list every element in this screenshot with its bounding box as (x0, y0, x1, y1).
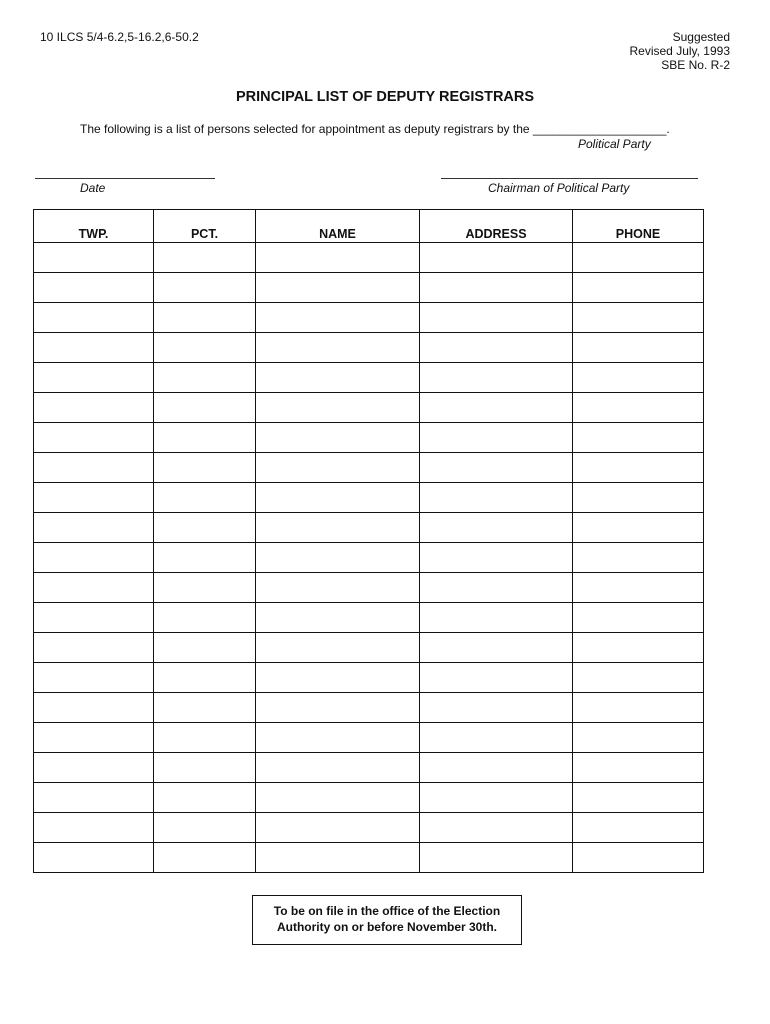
cell-twp[interactable] (34, 303, 154, 333)
cell-name[interactable] (256, 333, 420, 363)
cell-pct[interactable] (154, 393, 256, 423)
cell-address[interactable] (420, 603, 573, 633)
table-row (34, 273, 704, 303)
cell-address[interactable] (420, 273, 573, 303)
cell-twp[interactable] (34, 483, 154, 513)
cell-address[interactable] (420, 783, 573, 813)
cell-pct[interactable] (154, 723, 256, 753)
cell-address[interactable] (420, 483, 573, 513)
cell-twp[interactable] (34, 723, 154, 753)
political-party-blank[interactable]: ____________________. (532, 122, 670, 136)
column-header-name: NAME (256, 210, 420, 243)
cell-address[interactable] (420, 843, 573, 873)
table-row (34, 363, 704, 393)
table-row (34, 543, 704, 573)
table-row (34, 753, 704, 783)
cell-pct[interactable] (154, 783, 256, 813)
cell-phone[interactable] (573, 843, 704, 873)
cell-pct[interactable] (154, 363, 256, 393)
cell-address[interactable] (420, 753, 573, 783)
cell-phone[interactable] (573, 783, 704, 813)
filing-notice (252, 895, 522, 945)
table-row (34, 723, 704, 753)
date-caption: Date (80, 181, 106, 195)
cell-twp[interactable] (34, 363, 154, 393)
cell-pct[interactable] (154, 303, 256, 333)
cell-pct[interactable] (154, 663, 256, 693)
cell-twp[interactable] (34, 813, 154, 843)
notice-line-1: To be on file in the office of the Election (273, 904, 501, 918)
cell-twp[interactable] (34, 783, 154, 813)
cell-twp[interactable] (34, 543, 154, 573)
cell-address[interactable] (420, 393, 573, 423)
cell-pct[interactable] (154, 693, 256, 723)
revised-date: Revised July, 1993 (629, 44, 730, 58)
cell-twp[interactable] (34, 393, 154, 423)
cell-phone[interactable] (573, 813, 704, 843)
table-row (34, 603, 704, 633)
cell-phone[interactable] (573, 543, 704, 573)
cell-name[interactable] (256, 573, 420, 603)
cell-twp[interactable] (34, 843, 154, 873)
cell-twp[interactable] (34, 273, 154, 303)
cell-phone[interactable] (573, 513, 704, 543)
table-body (34, 243, 704, 873)
cell-name[interactable] (256, 273, 420, 303)
cell-address[interactable] (420, 453, 573, 483)
cell-twp[interactable] (34, 603, 154, 633)
cell-address[interactable] (420, 633, 573, 663)
cell-phone[interactable] (573, 333, 704, 363)
cell-phone[interactable] (573, 723, 704, 753)
cell-name[interactable] (256, 303, 420, 333)
cell-pct[interactable] (154, 483, 256, 513)
column-header-address: ADDRESS (420, 210, 573, 243)
cell-phone[interactable] (573, 693, 704, 723)
cell-twp[interactable] (34, 243, 154, 273)
cell-name[interactable] (256, 663, 420, 693)
cell-phone[interactable] (573, 273, 704, 303)
cell-pct[interactable] (154, 333, 256, 363)
cell-twp[interactable] (34, 453, 154, 483)
table-row (34, 813, 704, 843)
cell-address[interactable] (420, 573, 573, 603)
table-row (34, 333, 704, 363)
table-row (34, 243, 704, 273)
cell-pct[interactable] (154, 843, 256, 873)
cell-address[interactable] (420, 513, 573, 543)
cell-phone[interactable] (573, 393, 704, 423)
notice-line-2: Authority on or before November 30th. (276, 920, 498, 934)
cell-twp[interactable] (34, 423, 154, 453)
cell-pct[interactable] (154, 273, 256, 303)
cell-phone[interactable] (573, 423, 704, 453)
cell-name[interactable] (256, 513, 420, 543)
cell-address[interactable] (420, 543, 573, 573)
cell-pct[interactable] (154, 603, 256, 633)
cell-address[interactable] (420, 813, 573, 843)
page-title: PRINCIPAL LIST OF DEPUTY REGISTRARS (235, 89, 535, 105)
cell-pct[interactable] (154, 573, 256, 603)
cell-pct[interactable] (154, 753, 256, 783)
cell-twp[interactable] (34, 513, 154, 543)
cell-phone[interactable] (573, 663, 704, 693)
chairman-signature-line[interactable] (441, 178, 698, 179)
cell-name[interactable] (256, 753, 420, 783)
cell-name[interactable] (256, 813, 420, 843)
cell-name[interactable] (256, 453, 420, 483)
column-header-pct: PCT. (154, 210, 256, 243)
table-row (34, 783, 704, 813)
cell-address[interactable] (420, 723, 573, 753)
cell-name[interactable] (256, 603, 420, 633)
table-row (34, 633, 704, 663)
cell-pct[interactable] (154, 243, 256, 273)
table-row (34, 303, 704, 333)
cell-name[interactable] (256, 423, 420, 453)
cell-name[interactable] (256, 783, 420, 813)
table-row (34, 423, 704, 453)
cell-pct[interactable] (154, 813, 256, 843)
table-row (34, 663, 704, 693)
intro-text (80, 122, 670, 136)
cell-phone[interactable] (573, 603, 704, 633)
cell-pct[interactable] (154, 543, 256, 573)
cell-phone[interactable] (573, 303, 704, 333)
cell-address[interactable] (420, 303, 573, 333)
cell-pct[interactable] (154, 633, 256, 663)
cell-phone[interactable] (573, 453, 704, 483)
cell-name[interactable] (256, 723, 420, 753)
cell-address[interactable] (420, 423, 573, 453)
cell-twp[interactable] (34, 633, 154, 663)
table-row (34, 843, 704, 873)
intro-sentence: The following is a list of persons selected for appointment as deputy registrars by the (80, 122, 530, 136)
chairman-caption: Chairman of Political Party (488, 181, 630, 195)
cell-name[interactable] (256, 693, 420, 723)
table-row (34, 693, 704, 723)
cell-pct[interactable] (154, 453, 256, 483)
cell-pct[interactable] (154, 513, 256, 543)
cell-name[interactable] (256, 633, 420, 663)
cell-twp[interactable] (34, 573, 154, 603)
suggested-label: Suggested (672, 30, 730, 44)
form-number: SBE No. R-2 (661, 58, 730, 72)
registrar-table (33, 209, 704, 873)
cell-address[interactable] (420, 663, 573, 693)
cell-address[interactable] (420, 693, 573, 723)
cell-phone[interactable] (573, 243, 704, 273)
table-row (34, 513, 704, 543)
form-info (630, 30, 731, 72)
cell-phone[interactable] (573, 363, 704, 393)
cell-twp[interactable] (34, 753, 154, 783)
cell-name[interactable] (256, 393, 420, 423)
cell-phone[interactable] (573, 753, 704, 783)
cell-address[interactable] (420, 333, 573, 363)
cell-phone[interactable] (573, 573, 704, 603)
cell-twp[interactable] (34, 693, 154, 723)
cell-name[interactable] (256, 483, 420, 513)
table-row (34, 393, 704, 423)
cell-address[interactable] (420, 243, 573, 273)
table-row (34, 483, 704, 513)
cell-name[interactable] (256, 363, 420, 393)
political-party-caption: Political Party (578, 137, 651, 151)
cell-pct[interactable] (154, 423, 256, 453)
cell-twp[interactable] (34, 663, 154, 693)
table-row (34, 453, 704, 483)
cell-phone[interactable] (573, 483, 704, 513)
column-header-twp: TWP. (34, 210, 154, 243)
cell-name[interactable] (256, 843, 420, 873)
date-signature-line[interactable] (35, 178, 215, 179)
cell-address[interactable] (420, 363, 573, 393)
table-header-row (34, 210, 704, 243)
statute-citation: 10 ILCS 5/4-6.2,5-16.2,6-50.2 (40, 30, 199, 44)
cell-phone[interactable] (573, 633, 704, 663)
column-header-phone: PHONE (573, 210, 704, 243)
cell-name[interactable] (256, 543, 420, 573)
table-row (34, 573, 704, 603)
cell-twp[interactable] (34, 333, 154, 363)
cell-name[interactable] (256, 243, 420, 273)
